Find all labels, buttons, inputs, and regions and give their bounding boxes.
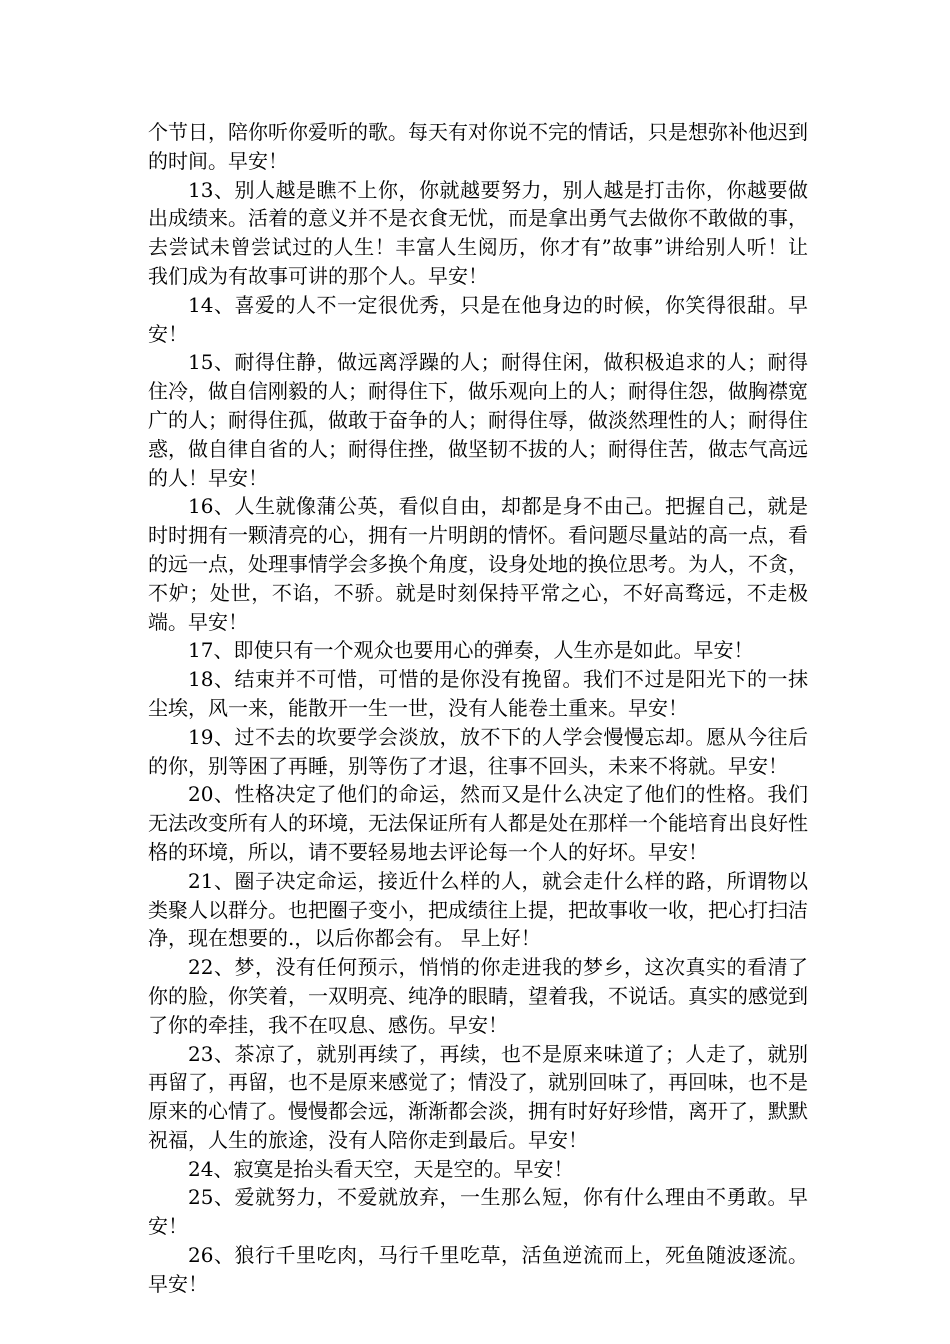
paragraph-13: 13、别人越是瞧不上你，你就越要努力，别人越是打击你，你越要做出成绩来。活着的意义并不是衣食无忧，而是拿出勇气去做你不敢做的事，去尝试未曾尝试过的人生！丰富人生阅历，你才有”故事”讲给别人听！让我们成为有故事可讲的那个人。早安！ <box>148 177 808 288</box>
paragraph-17: 17、即使只有一个观众也要用心的弹奏，人生亦是如此。早安！ <box>188 638 754 663</box>
paragraph-14: 14、喜爱的人不一定很优秀，只是在他身边的时候，你笑得很甜。早安！ <box>148 292 808 346</box>
paragraph-22: 22、梦，没有任何预示，悄悄的你走进我的梦乡，这次真实的看清了你的脸，你笑着，一双明亮、纯净的眼睛，望着我，不说话。真实的感觉到了你的牵挂，我不在叹息、感伤。早安！ <box>148 955 808 1037</box>
paragraph-21: 21、圈子决定命运，接近什么样的人，就会走什么样的路，所谓物以类聚人以群分。也把圈子变小，把成绩往上提，把故事收一收，把心打扫洁净，现在想要的.，以后你都会有。 早上好！ <box>148 868 808 951</box>
paragraph-20: 20、性格决定了他们的命运，然而又是什么决定了他们的性格。我们无法改变所有人的环境，无法保证所有人都是处在那样一个能培育出良好性格的环境，所以，请不要轻易地去评论每一个人的好坏。早安！ <box>148 782 808 864</box>
paragraph-26: 26、狼行千里吃肉，马行千里吃草，活鱼逆流而上，死鱼随波逐流。早安！ <box>148 1243 808 1296</box>
paragraph-19: 19、过不去的坎要学会淡放，放不下的人学会慢慢忘却。愿从今往后的你，别等困了再睡，别等伤了才退，往事不回头，未来不将就。早安！ <box>148 724 808 778</box>
paragraph-24: 24、寂寞是抬头看天空，天是空的。早安！ <box>188 1156 574 1181</box>
paragraph-16: 16、人生就像蒲公英，看似自由，却都是身不由己。把握自己，就是时时拥有一颗清亮的心，拥有一片明朗的情怀。看问题尽量站的高一点，看的远一点，处理事情学会多换个角度，设身处地的换位思考。为人，不贪，不妒；处世，不谄，不骄。就是时刻保持平常之心，不好高骛远，不走极端。早安！ <box>148 494 808 634</box>
paragraph-23: 23、茶凉了，就别再续了，再续，也不是原来味道了；人走了，就别再留了，再留，也不是原来感觉了；情没了，就别回味了，再回味，也不是原来的心情了。慢慢都会远，渐渐都会淡，拥有时好好珍惜，离开了，默默祝福，人生的旅途，没有人陪你走到最后。早安！ <box>148 1041 808 1152</box>
paragraph-25: 25、爱就努力，不爱就放弃，一生那么短，你有什么理由不勇敢。早安！ <box>148 1185 808 1239</box>
paragraph-continued: 个节日，陪你听你爱听的歌。每天有对你说不完的情话，只是想弥补他迟到的时间。早安！ <box>148 120 808 173</box>
document-page <box>148 118 808 1299</box>
paragraph-15: 15、耐得住静，做远离浮躁的人；耐得住闲，做积极追求的人；耐得住冷，做自信刚毅的人；耐得住下，做乐观向上的人；耐得住怨，做胸襟宽广的人；耐得住孤，做敢于奋争的人；耐得住辱，做淡然理性的人；耐得住惑，做自律自省的人；耐得住挫，做坚韧不拔的人；耐得住苦，做志气高远的人！早安！ <box>148 350 808 490</box>
paragraph-18: 18、结束并不可惜，可惜的是你没有挽留。我们不过是阳光下的一抹尘埃，风一来，能散开一生一世，没有人能卷土重来。早安！ <box>148 667 808 720</box>
